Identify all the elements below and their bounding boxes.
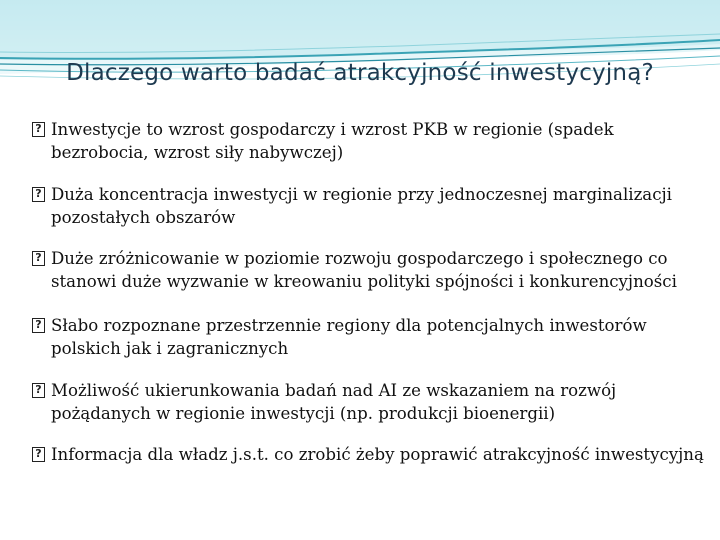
bullet-item: [32, 443, 704, 466]
bullet-item: [32, 379, 704, 425]
missing-glyph-box-icon: [32, 447, 45, 462]
bullet-text: Informacja dla władz j.s.t. co zrobić żeby poprawić atrakcyjność inwestycyjną: [51, 445, 704, 464]
bullet-text: Duże zróżnicowanie w poziomie rozwoju gospodarczego i społecznego co stanowi duże wyzwanie w kreowaniu polityki spójności i konkurencyjności: [51, 249, 677, 291]
missing-glyph-box-icon: [32, 251, 45, 266]
bullet-item: [32, 314, 704, 360]
missing-glyph-box-icon: [32, 122, 45, 137]
bullet-text: Duża koncentracja inwestycji w regionie przy jednoczesnej marginalizacji pozostałych obszarów: [51, 184, 672, 227]
missing-glyph-box-icon: [32, 187, 45, 202]
missing-glyph-box-icon: [32, 318, 45, 333]
bullet-text: Możliwość ukierunkowania badań nad AI ze wskazaniem na rozwój pożądanych w regionie inwestycji (np. produkcji bioenergii): [51, 380, 617, 423]
bullet-item: [32, 118, 704, 164]
bullet-item: [32, 183, 704, 229]
bullet-text: Słabo rozpoznane przestrzennie regiony dla potencjalnych inwestorów polskich jak i zagranicznych: [51, 316, 647, 358]
slide-title: Dlaczego warto badać atrakcyjność inwestycyjną?: [66, 60, 654, 86]
bullet-item: [32, 247, 704, 293]
bullet-text: Inwestycje to wzrost gospodarczy i wzrost PKB w regionie (spadek bezrobocia, wzrost siły nabywczej): [51, 120, 614, 162]
missing-glyph-box-icon: [32, 383, 45, 398]
bullet-list: [32, 118, 704, 485]
